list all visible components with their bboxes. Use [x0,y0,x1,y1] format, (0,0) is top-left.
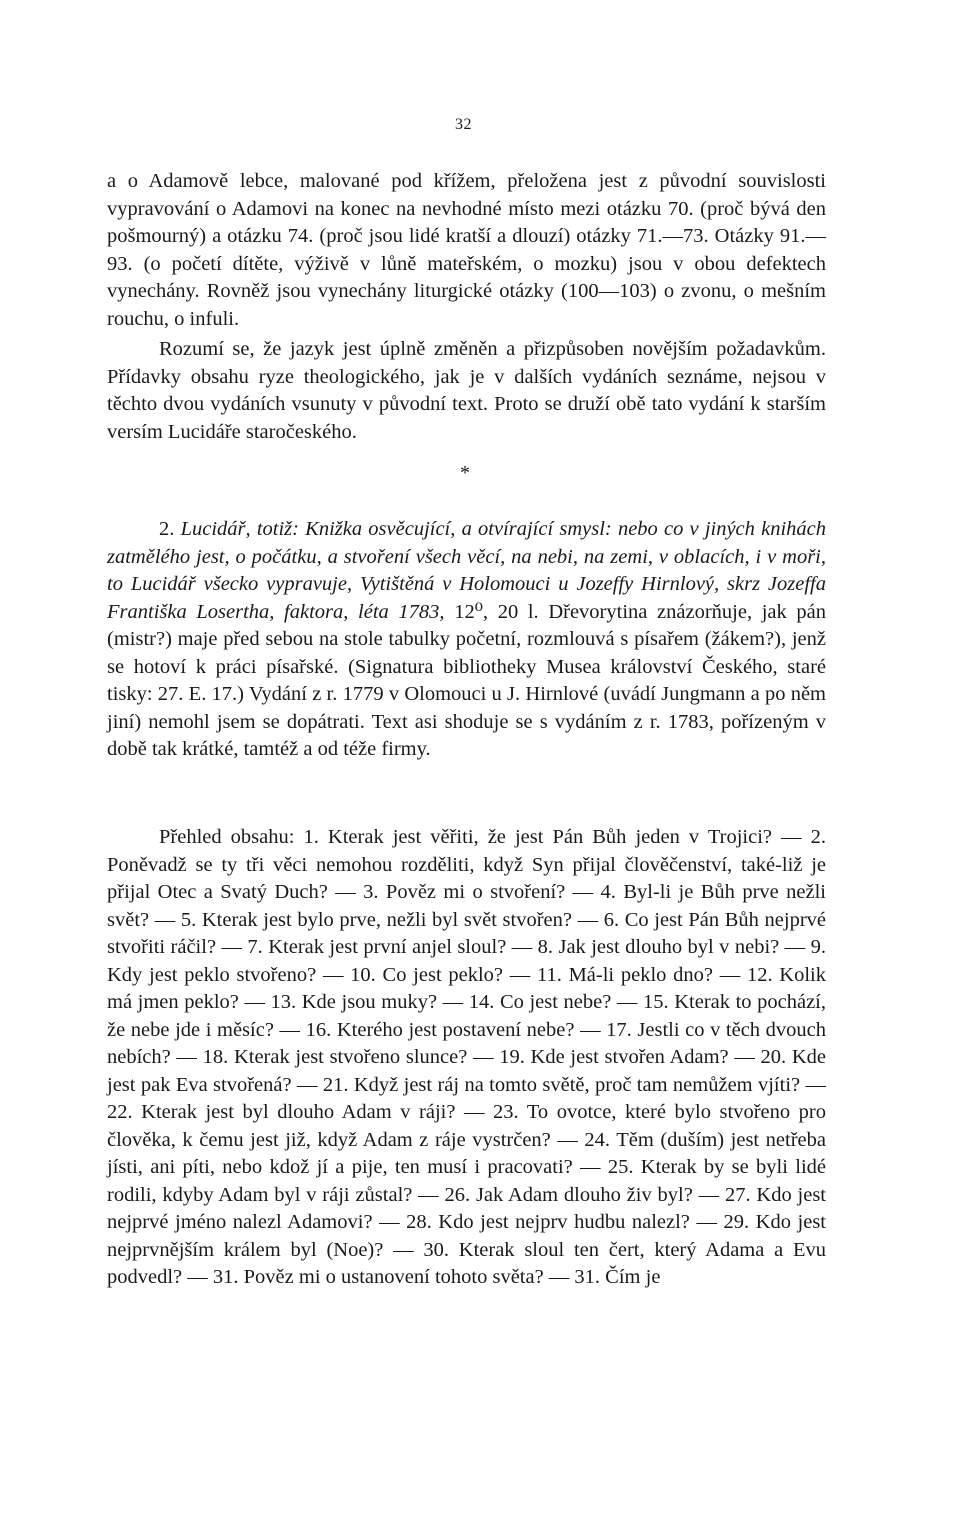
paragraph-contents-overview: Přehled obsahu: 1. Kterak jest věřiti, že jest Pán Bůh jeden v Trojici? — 2. Poněvadž se ty tři věci nemohou rozděliti, když Syn přijal člověčenství, také-liž je přijal Otec a Svatý Duch? — 3. Pověz mi o stvoření? — 4. Byl-li je Bůh prve nežli svět? — 5. Kterak jest bylo prve, nežli byl svět stvořen? — 6. Co jest Pán Bůh nejprvé stvořiti ráčil? — 7. Kterak jest první anjel sloul? — 8. Jak jest dlouho byl v nebi? — 9. Kdy jest peklo stvořeno? — 10. Co jest peklo? — 11. Má-li peklo dno? — 12. Kolik má jmen peklo? — 13. Kde jsou muky? — 14. Co jest nebe? — 15. Kterak to pochází, že nebe jde i měsíc? — 16. Kterého jest postavení nebe? — 17. Jestli co v těch dvouch nebích? — 18. Kterak jest stvořeno slunce? — 19. Kde jest stvořen Adam? — 20. Kde jest pak Eva stvořená? — 21. Když jest ráj na tomto světě, proč tam nemůžem vjíti? — 22. Kterak jest byl dlouho Adam v ráji? — 23. To ovotce, které bylo stvořeno pro člověka, k čemu jest již, když Adam z ráje vystrčen? — 24. Těm (duším) jest netřeba jísti, ani píti, nebo kdož jí a pije, ten musí i pracovati? — 25. Kterak by se byli lidé rodili, kdyby Adam byl v ráji zůstal? — 26. Jak Adam dlouho živ byl? — 27. Kdo jest nejprvé jméno nalezl Adamovi? — 28. Kdo jest nejprv hudbu nalezl? — 29. Kdo jest nejprvnějším králem byl (Noe)? — 30. Kterak sloul ten čert, který Adama a Evu podvedl? — 31. Pověz mi o ustanovení tohoto světa? — 31. Čím je [107,826,826,1288]
entry-number: 2. [159,518,175,540]
book-title: Lucidář, totiž: Knižka osvěcující, a otvírající smysl: nebo co v jiných knihách zatmělého jest, o počátku, a stvoření všech věcí, na nebi, na zemi, v oblacích, i v moři, to Lucidář všecko vypravuje, Vytištěná v Holomouci u Jozeffy Hirnlový, skrz Jozeffa Františka Losertha, faktora, léta 1783, [107,518,826,623]
section-separator: * [460,462,470,484]
page-number: 32 [455,116,472,133]
paragraph-3 [107,516,826,764]
entry-description: 12⁰, 20 l. Dřevorytina znázorňuje, jak pán (mistr?) maje před sebou na stole tabulky početní, rozmlouvá s písařem (žákem?), jenž se hotoví k práci písařské. (Signatura bibliotheky Musea království Českého, staré tisky: 27. E. 17.) Vydání z r. 1779 v Olomouci u J. Hirnlové (uvádí Jungmann a po něm jiní) nemohl jsem se dopátrati. Text asi shoduje se s vydáním z r. 1783, pořízeným v době tak krátké, tamtéž a od téže firmy. [107,600,827,760]
paragraph-2: Rozumí se, že jazyk jest úplně změněn a přizpůsoben novějším požadavkům. Přídavky obsahu ryze theologického, jak je v dalších vydáních seznáme, nejsou v těchto dvou vydáních vsunuty v původní text. Proto se druží obě tato vydání k starším versím Lucidáře staročeského. [107,338,826,443]
paragraph-1: a o Adamově lebce, malované pod křížem, přeložena jest z původní souvislosti vypravování o Adamovi na konec na nevhodné místo mezi otázku 70. (proč bývá den pošmourný) a otázku 74. (proč jsou lidé kratší a dlouzí) otázky 71.—73. Otázky 91.—93. (o početí dítěte, výživě v lůně mateřském, o mozku) jsou v obou defektech vynechány. Rovněž jsou vynechány liturgické otázky (100—103) o zvonu, o mešním rouchu, o infuli. [107,170,826,330]
